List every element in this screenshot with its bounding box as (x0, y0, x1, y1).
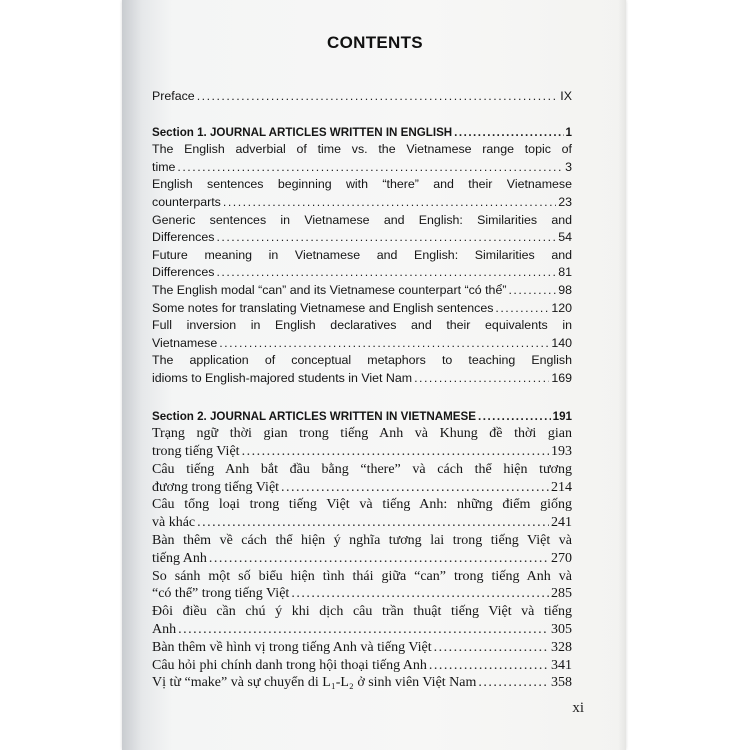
toc-entry (152, 300, 572, 318)
toc-entry (152, 282, 572, 300)
toc-entry (152, 496, 572, 532)
toc-page-number: 241 (551, 515, 572, 531)
toc-page-number: 191 (552, 409, 572, 423)
toc-entry-title-line: Generic sentences in Vietnamese and English: Similarities and (152, 212, 572, 227)
toc-entry (152, 657, 572, 675)
dot-leader (281, 479, 549, 497)
toc-entry (152, 176, 572, 211)
toc-page-number: 98 (558, 282, 572, 297)
toc-entry-title-end: idioms to English-majored students in Viet Nam (152, 370, 413, 385)
toc-entry-title-end: trong tiếng Việt (152, 444, 240, 460)
toc-page-number: 1 (565, 125, 572, 139)
toc-entry-title-end: Differences (152, 230, 215, 245)
toc-entry-title-line: English sentences beginning with “there” and their Vietnamese (152, 177, 572, 192)
toc-section-1-heading (152, 124, 572, 142)
toc-entry-title-line: The English adverbial of time vs. the Vietnamese range topic of (152, 142, 572, 157)
toc-entry-title-line: Full inversion in English declaratives and their equivalents in (152, 318, 572, 333)
toc-entry-title-line: Câu tổng loại trong tiếng Việt và tiếng Anh: những điểm giống (152, 497, 572, 513)
table-of-contents (152, 88, 572, 692)
dot-leader (429, 657, 549, 675)
dot-leader (177, 159, 563, 177)
dot-leader (197, 514, 549, 532)
toc-entry-title-end: The English modal “can” and its Vietnamese counterpart “có thể” (152, 282, 507, 297)
toc-section-2-heading (152, 408, 572, 426)
dot-leader (242, 443, 549, 461)
toc-page-number: 3 (565, 159, 572, 174)
dot-leader (223, 194, 556, 212)
section-2-entries (152, 425, 572, 692)
toc-page-number: 341 (551, 657, 572, 673)
toc-page-number: 120 (551, 300, 572, 315)
toc-entry-title-end: time (152, 159, 176, 174)
dot-leader (197, 88, 559, 106)
toc-entry-title-line: Bàn thêm về cách thể hiện ý nghĩa tương lai trong tiếng Việt và (152, 533, 572, 549)
toc-page-number: 54 (558, 230, 572, 245)
toc-entry (152, 568, 572, 604)
dot-leader (216, 229, 556, 247)
dot-leader (219, 335, 549, 353)
toc-page-number: 285 (551, 586, 572, 602)
toc-page-number: 81 (558, 265, 572, 280)
toc-page-number: 214 (551, 479, 572, 495)
toc-entry-title-end: Anh (152, 622, 177, 638)
toc-entry-title-end: counterparts (152, 194, 221, 209)
toc-entry (152, 212, 572, 247)
toc-entry-title-line: So sánh một số biểu hiện tình thái giữa “can” trong tiếng Anh và (152, 568, 572, 584)
toc-entry-title-line: Future meaning in Vietnamese and English: Similarities and (152, 247, 572, 262)
toc-entry (152, 461, 572, 497)
toc-page-number: 328 (551, 639, 572, 655)
section-heading: Section 2. JOURNAL ARTICLES WRITTEN IN VIETNAMESE (152, 409, 477, 423)
toc-entry-title-end: Some notes for translating Vietnamese and English sentences (152, 300, 494, 315)
toc-entry-title-end: “có thể” trong tiếng Việt (152, 586, 290, 602)
toc-entry (152, 141, 572, 176)
toc-page-number: 270 (551, 550, 572, 566)
toc-entry-title-end: Differences (152, 265, 215, 280)
dot-leader (216, 264, 556, 282)
toc-entry (152, 639, 572, 657)
toc-entry (152, 674, 572, 692)
dot-leader (478, 408, 551, 426)
toc-page-number: 305 (551, 622, 572, 638)
toc-page-number: 358 (551, 675, 572, 691)
toc-page-number: IX (560, 89, 572, 103)
toc-entry-title-line: The application of conceptual metaphors to teaching English (152, 353, 572, 368)
dot-leader (291, 585, 549, 603)
dot-leader (508, 282, 556, 300)
page-title: CONTENTS (327, 33, 423, 52)
toc-entry (152, 532, 572, 568)
toc-entry-title-end: đương trong tiếng Việt (152, 479, 280, 495)
toc-entry-preface (152, 88, 572, 106)
section-heading: Section 1. JOURNAL ARTICLES WRITTEN IN ENGLISH (152, 125, 453, 139)
dot-leader (495, 300, 549, 318)
toc-entry (152, 247, 572, 282)
toc-entry (152, 603, 572, 639)
section-1-entries (152, 141, 572, 387)
dot-leader (209, 550, 549, 568)
dot-leader (414, 370, 549, 388)
toc-entry-label: Preface (152, 89, 195, 103)
toc-entry-title-end: Câu hỏi phi chính danh trong hội thoại tiếng Anh (152, 657, 427, 673)
toc-entry (152, 317, 572, 352)
dot-leader (178, 621, 549, 639)
toc-page-number: 169 (551, 370, 572, 385)
toc-entry-title-end: tiếng Anh (152, 550, 207, 566)
toc-entry-title-end: Vietnamese (152, 335, 218, 350)
toc-entry-title-end: và khác (152, 515, 196, 531)
toc-page-number: 193 (551, 444, 572, 460)
toc-entry (152, 352, 572, 387)
dot-leader (434, 639, 549, 657)
toc-entry-title-line: Đôi điều cần chú ý khi dịch câu trần thuật tiếng Việt và tiếng (152, 604, 572, 620)
dot-leader (454, 124, 563, 142)
toc-entry (152, 425, 572, 461)
toc-entry-title-end: Bàn thêm về hình vị trong tiếng Anh và tiếng Việt (152, 639, 432, 655)
page-folio: xi (572, 700, 584, 716)
toc-page-number: 23 (558, 194, 572, 209)
toc-entry-title-end: Vị từ “make” và sự chuyển di L₁-L₂ ở sinh viên Việt Nam (152, 675, 477, 691)
dot-leader (478, 674, 549, 692)
toc-entry-title-line: Câu tiếng Anh bắt đầu bằng “there” và cách thể hiện tương (152, 461, 572, 477)
toc-page-number: 140 (551, 335, 572, 350)
toc-entry-title-line: Trạng ngữ thời gian trong tiếng Anh và Khung đề thời gian (152, 426, 572, 442)
